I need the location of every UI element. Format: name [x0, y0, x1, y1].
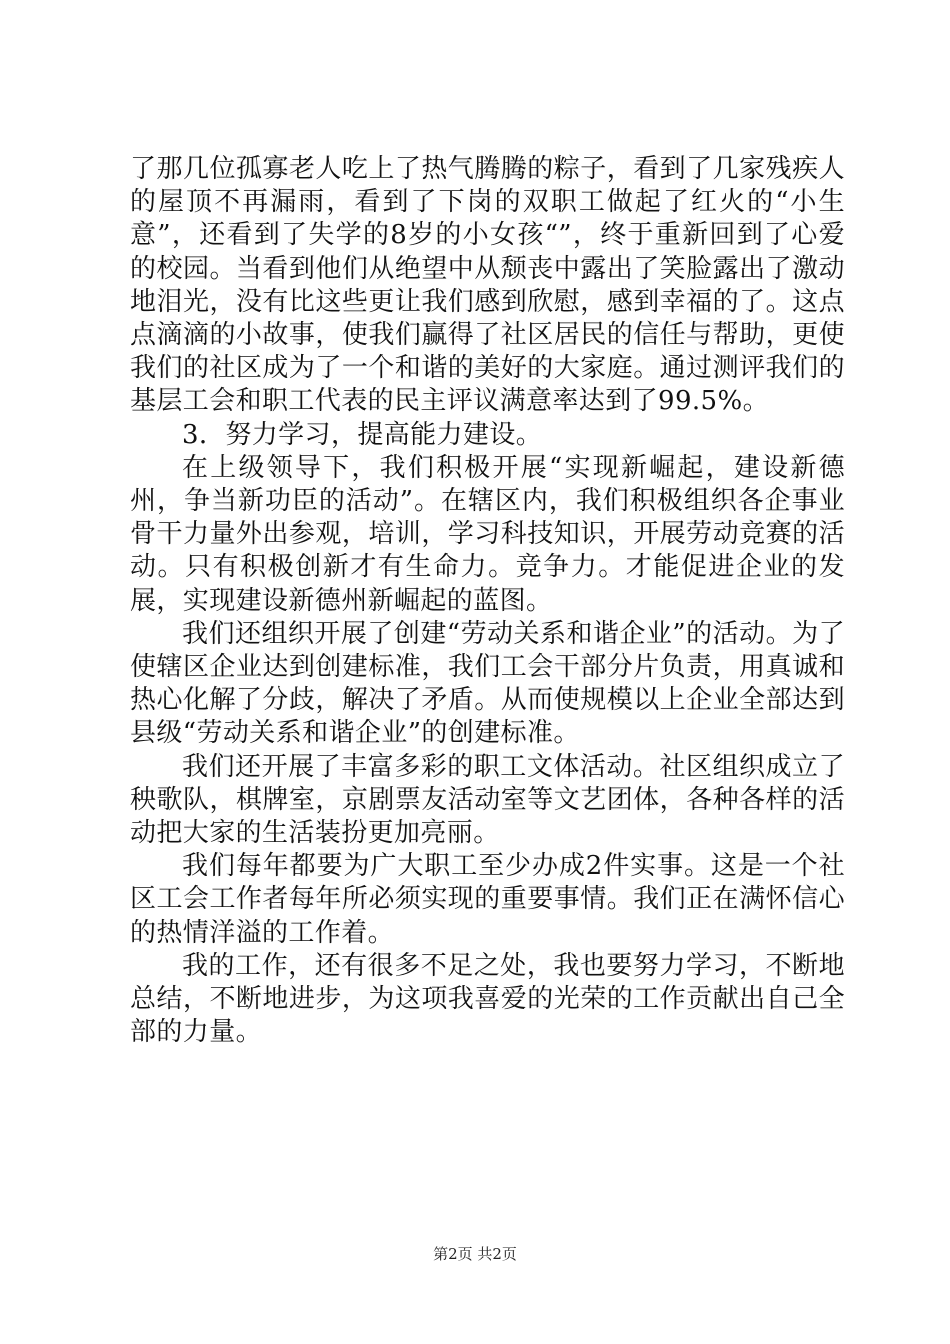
- section-heading: 3．努力学习，提高能力建设。: [182, 419, 543, 450]
- paragraph: 我们每年都要为广大职工至少办成2件实事。这是一个社区工会工作者每年所必须实现的重要事情。我们正在满怀信心的热情洋溢的工作着。: [130, 851, 845, 948]
- paragraph: 我们还开展了丰富多彩的职工文体活动。社区组织成立了秧歌队，棋牌室，京剧票友活动室等文艺团体，各种各样的活动把大家的生活装扮更加亮丽。: [130, 751, 845, 849]
- paragraph: 我的工作，还有很多不足之处，我也要努力学习，不断地总结，不断地进步，为这项我喜爱的光荣的工作贡献出自己全部的力量。: [130, 950, 845, 1048]
- paragraph-continuation: 了那几位孤寡老人吃上了热气腾腾的粽子，看到了几家残疾人的屋顶不再漏雨，看到了下岗的双职工做起了红火的“小生意”，还看到了失学的8岁的小女孩“”，终于重新回到了心爱的校园。当看到他们从绝望中从颓丧中露出了笑脸露出了激动地泪光，没有比这些更让我们感到欣慰，感到幸福的了。这点点滴滴的小故事，使我们赢得了社区居民的信任与帮助，更使我们的社区成为了一个和谐的美好的大家庭。通过测评我们的基层工会和职工代表的民主评议满意率达到了99.5%。: [130, 154, 845, 417]
- paragraph: 在上级领导下，我们积极开展“实现新崛起，建设新德州，争当新功臣的活动”。在辖区内，我们积极组织各企事业骨干力量外出参观，培训，学习科技知识，开展劳动竞赛的活动。只有积极创新才有生命力。竞争力。才能促进企业的发展，实现建设新德州新崛起的蓝图。: [130, 452, 845, 616]
- page-number-footer: 第2页 共2页: [433, 1245, 517, 1263]
- paragraph: 我们还组织开展了创建“劳动关系和谐企业”的活动。为了使辖区企业达到创建标准，我们工会干部分片负责，用真诚和热心化解了分歧，解决了矛盾。从而使规模以上企业全部达到县级“劳动关系和谐企业”的创建标准。: [130, 618, 845, 749]
- document-body: [130, 153, 845, 1049]
